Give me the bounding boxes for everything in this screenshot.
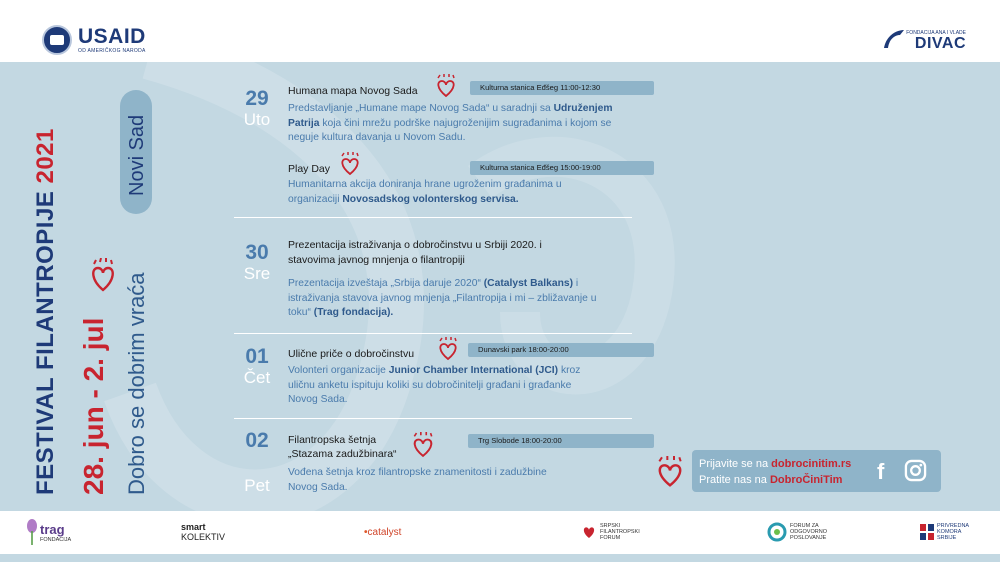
srpski-filantropski-forum-logo	[581, 513, 640, 551]
pks-line3: SRBIJE	[937, 535, 957, 541]
sff-heart-icon	[581, 524, 597, 540]
event-title-line1: Filantropska šetnja	[288, 434, 377, 446]
sff-line1: SRPSKI	[600, 523, 621, 529]
fop-line3: POSLOVANJE	[790, 535, 827, 541]
heart-hand-icon	[654, 456, 686, 488]
trag-wordmark: trag	[40, 521, 65, 537]
pks-line2: KOMORA	[937, 529, 962, 535]
event-title: Play Day	[288, 163, 331, 175]
trag-subtitle: FONDACIJA	[40, 536, 72, 543]
event-description: Volonteri organizacije Junior Chamber International (JCI) kroz uličnu anketu ispituju koliki su dobročinitelji građani i građanke Novog Sada.	[288, 365, 581, 406]
day-block-02	[234, 430, 280, 452]
event-location-tag: Trg Slobode 18:00-20:00	[468, 434, 654, 448]
forum-odgovorno-poslovanje-logo	[767, 513, 827, 551]
social-box	[692, 450, 941, 492]
divac-foundation-logo	[882, 26, 966, 54]
day-block-30	[234, 242, 280, 284]
smart-kolektiv-logo	[181, 513, 225, 551]
usaid-wordmark: USAID	[78, 24, 146, 48]
weekday: Uto	[243, 110, 271, 129]
catalyst-wordmark: catalyst	[367, 526, 402, 538]
fop-line2: ODGOVORNO	[790, 529, 827, 535]
divac-swoosh-icon	[882, 26, 906, 54]
instagram-icon[interactable]	[904, 459, 927, 482]
day-separator	[234, 418, 632, 419]
event-title: Ulične priče o dobročinstvu	[288, 348, 415, 360]
festival-year: 2021	[32, 128, 59, 184]
bottom-edge	[0, 554, 1000, 562]
usaid-seal-icon	[42, 25, 72, 55]
usaid-subtitle: OD AMERIČKOG NARODA	[78, 47, 146, 54]
festival-title-main: FESTIVAL FILANTROPIJE	[32, 190, 59, 495]
smart-wordmark: smart	[181, 522, 206, 532]
fop-globe-icon	[767, 522, 787, 542]
trag-flower-icon	[26, 518, 38, 546]
heart-hand-icon	[410, 432, 436, 458]
city-name: Novi Sad	[126, 114, 148, 196]
weekday: Pet	[244, 476, 270, 495]
day-block-29	[234, 88, 280, 130]
event-description: Prezentacija izveštaja „Srbija daruje 2020“ (Catalyst Balkans) i istraživanja stavova javnog mnjenja „Filantropija i mi – zbližavanje u toku“ (Trag fondacija).	[288, 278, 597, 319]
heart-hand-icon	[338, 152, 362, 176]
day-separator	[234, 217, 632, 218]
sff-line2: FILANTROPSKI	[600, 529, 640, 535]
signup-line: Prijavite se na dobrocinitim.rs	[699, 458, 852, 470]
facebook-icon[interactable]: f	[877, 459, 885, 484]
fop-line1: FORUM ZA	[790, 523, 819, 529]
day-number: 02	[245, 429, 269, 452]
day-block-01	[234, 346, 280, 388]
event-location-tag: Kulturna stanica Eđšeg 15:00-19:00	[470, 161, 654, 175]
follow-line: Pratite nas na DobroČiniTim	[699, 474, 843, 486]
weekday: Sre	[243, 264, 271, 283]
event-location-tag: Dunavski park 18:00-20:00	[468, 343, 654, 357]
website-link[interactable]: dobrocinitim.rs	[771, 458, 852, 470]
day-number: 30	[245, 241, 269, 264]
catalyst-logo	[364, 513, 401, 551]
event-description: Vođena šetnja kroz filantropske znamenitosti i zadužbine Novog Sada.	[288, 467, 547, 493]
event-title-line2: „Stazama zadužbinara“	[288, 448, 397, 460]
divac-wordmark: DIVAC	[914, 34, 966, 52]
sff-line3: FORUM	[600, 535, 621, 541]
day-number: 01	[245, 345, 269, 368]
heart-hand-icon	[434, 74, 458, 98]
festival-slogan: Dobro se dobrim vraća	[124, 272, 149, 495]
event-description: Predstavljanje „Humane mape Novog Sada“ u saradnji sa Udruženjem Patrija koja čini mrežu podrške najugroženijim sugrađanima i kojom se neguje kultura davanja u Novom Sadu.	[288, 103, 613, 144]
day-separator	[234, 333, 632, 334]
day-block-02-weekday	[234, 476, 280, 496]
day-number: 29	[245, 87, 269, 110]
heart-hand-icon	[88, 258, 118, 294]
festival-title	[32, 128, 60, 495]
catalyst-dot-icon: •	[364, 526, 368, 538]
event-location-tag: Kulturna stanica Eđšeg 11:00-12:30	[470, 81, 654, 95]
event-title: Humana mapa Novog Sada	[288, 85, 418, 97]
event-title-line1: Prezentacija istraživanja o dobročinstvu u Srbiji 2020. i	[288, 239, 542, 251]
header-bar	[0, 0, 1000, 62]
trag-logo	[26, 513, 71, 551]
event-description: Humanitarna akcija doniranja hrane ugroženim građanima u organizaciji Novosadskog volonterskog servisa.	[288, 179, 562, 205]
festival-dates: 28. jun - 2. jul	[78, 317, 109, 495]
divac-subtitle: FONDACIJA ANA I VLADE	[906, 29, 966, 36]
pks-emblem-icon	[920, 524, 934, 540]
pks-line1: PRIVREDNA	[937, 523, 970, 529]
kolektiv-wordmark: KOLEKTIV	[181, 532, 226, 542]
event-title-line2: stavovima javnog mnjenja o filantropiji	[288, 254, 465, 266]
privredna-komora-srbije-logo	[920, 513, 969, 551]
social-handle-link[interactable]: DobroČiniTim	[769, 474, 843, 486]
usaid-logo	[42, 25, 146, 55]
weekday: Čet	[243, 368, 271, 387]
heart-hand-icon	[436, 337, 460, 361]
